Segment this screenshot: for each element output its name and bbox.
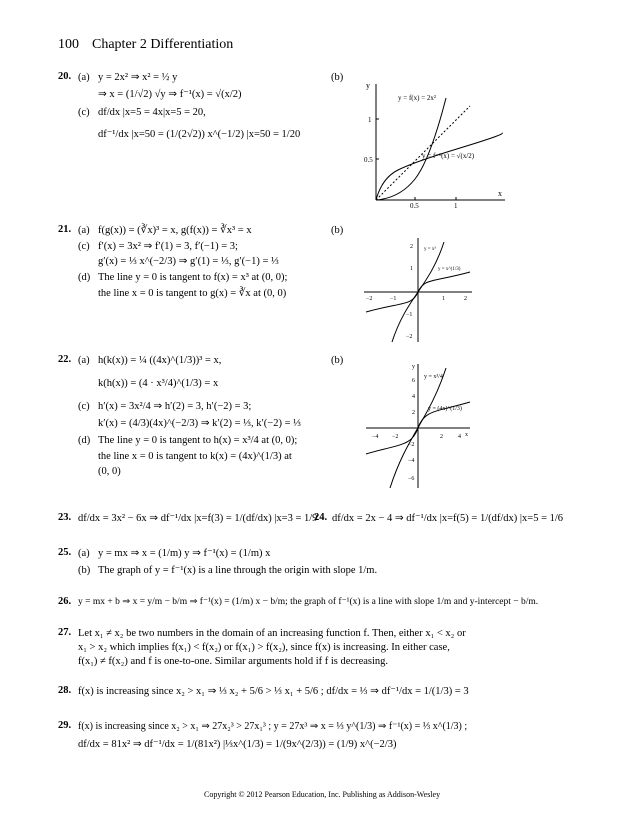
problem-20-line1: y = 2x² ⇒ x² = ½ y xyxy=(98,72,178,83)
copyright-footer: Copyright © 2012 Pearson Education, Inc. Publishing as Addison-Wesley xyxy=(204,790,441,799)
svg-text:4: 4 xyxy=(458,434,461,440)
svg-text:−2: −2 xyxy=(406,334,413,340)
problem-20-graph xyxy=(360,78,510,208)
problem-22-a-label: (a) xyxy=(78,355,90,366)
problem-20-number: 20. xyxy=(58,71,72,82)
problem-20-a-label: (a) xyxy=(78,72,90,83)
svg-text:−1: −1 xyxy=(406,312,413,318)
problem-27-line1: Let x₁ ≠ x₂ be two numbers in the domain of an increasing function f. Then, either x₁ < x₂ or xyxy=(78,628,466,639)
problem-24-text: df/dx = 2x − 4 ⇒ df⁻¹/dx |x=f(5) = 1/(df/dx) |x=5 = 1/6 xyxy=(332,513,564,524)
problem-20-line3: df/dx |x=5 = 4x|x=5 = 20, xyxy=(98,107,206,118)
problem-21-c-label: (c) xyxy=(78,241,90,252)
problem-22-b-label: (b) xyxy=(331,355,344,366)
graph20-y-label: y xyxy=(366,81,370,90)
svg-text:0.5: 0.5 xyxy=(410,202,419,208)
problem-22-line2: k(h(x)) = (4 · x³/4)^(1/3) = x xyxy=(98,378,219,389)
graph22-curve1-label: y = x³/4 xyxy=(424,374,443,380)
svg-text:2: 2 xyxy=(410,244,413,250)
problem-21-graph xyxy=(362,236,474,344)
svg-text:2: 2 xyxy=(464,296,467,302)
problem-25-a-label: (a) xyxy=(78,548,90,559)
graph20-curve1-label: y = f(x) = 2x² xyxy=(398,94,436,102)
graph20-curve2-label: y = f⁻¹(x) = √(x/2) xyxy=(422,152,475,160)
problem-29-number: 29. xyxy=(58,720,72,731)
problem-22-graph xyxy=(362,360,472,490)
problem-27-line2: x₁ > x₂ which implies f(x₁) < f(x₂) or f(x₁) > f(x₂), since f(x) is increasing. In either case, xyxy=(78,642,450,653)
problem-21-line3: g′(x) = ⅓ x^(−2/3) ⇒ g′(1) = ⅓, g′(−1) = ⅓ xyxy=(98,256,279,267)
problem-21-line1: f(g(x)) = (∛x)³ = x, g(f(x)) = ∛x³ = x xyxy=(98,225,252,236)
problem-21-number: 21. xyxy=(58,224,72,235)
problem-29-line1: f(x) is increasing since x₂ > x₁ ⇒ 27x₂³ > 27x₁³ ; y = 27x³ ⇒ x = ⅓ y^(1/3) ⇒ f⁻¹(x) = ⅓ x^(1/3) ; xyxy=(78,721,468,732)
problem-20-line4: df⁻¹/dx |x=50 = (1/(2√2)) x^(−1/2) |x=50 = 1/20 xyxy=(98,129,301,140)
svg-text:−1: −1 xyxy=(390,296,397,302)
graph22-x-label: x xyxy=(465,432,468,438)
problem-26-line1: y = mx + b ⇒ x = y/m − b/m ⇒ f⁻¹(x) = (1/m) x − b/m; the graph of f⁻¹(x) is a line with slope 1/m and y-intercept − b/m. xyxy=(78,597,539,607)
problem-22-number: 22. xyxy=(58,354,72,365)
svg-text:−2: −2 xyxy=(366,296,373,302)
problem-28-line1: f(x) is increasing since x₂ > x₁ ⇒ ⅓ x₂ + 5/6 > ⅓ x₁ + 5/6 ; df/dx = ⅓ ⇒ df⁻¹/dx = 1/(1/3) = 3 xyxy=(78,686,469,697)
problem-23-text: df/dx = 3x² − 6x ⇒ df⁻¹/dx |x=f(3) = 1/(df/dx) |x=3 = 1/9 xyxy=(78,513,318,524)
curve-f xyxy=(376,98,446,200)
svg-text:2: 2 xyxy=(440,434,443,440)
problem-22-d-label: (d) xyxy=(78,435,91,446)
svg-text:6: 6 xyxy=(412,378,415,384)
svg-text:−2: −2 xyxy=(408,442,415,448)
graph21-curve2-label: y = x^(1/3) xyxy=(438,267,461,272)
problem-21-a-label: (a) xyxy=(78,225,90,236)
svg-text:1: 1 xyxy=(410,266,413,272)
problem-21-line5: the line x = 0 is tangent to g(x) = ∛x at (0, 0) xyxy=(98,288,287,299)
problem-22-line1: h(k(x)) = ¼ ((4x)^(1/3))³ = x, xyxy=(98,355,222,366)
graph22-curve2-label: y = (4x)^(1/3) xyxy=(428,406,462,412)
problem-25-number: 25. xyxy=(58,547,72,558)
svg-text:1: 1 xyxy=(368,116,372,124)
graph21-curve1-label: y = x³ xyxy=(424,247,436,252)
problem-28-number: 28. xyxy=(58,685,72,696)
svg-text:−4: −4 xyxy=(408,458,415,464)
problem-22-line6: the line x = 0 is tangent to k(x) = (4x)^(1/3) at xyxy=(98,451,292,462)
problem-21-b-label: (b) xyxy=(331,225,344,236)
problem-27-number: 27. xyxy=(58,627,72,638)
problem-25-line1: y = mx ⇒ x = (1/m) y ⇒ f⁻¹(x) = (1/m) x xyxy=(98,548,271,559)
problem-25-b-label: (b) xyxy=(78,565,91,576)
problem-20-c-label: (c) xyxy=(78,107,90,118)
problem-20-line2: ⇒ x = (1/√2) √y ⇒ f⁻¹(x) = √(x/2) xyxy=(98,89,242,100)
problem-26-number: 26. xyxy=(58,596,72,607)
problem-27-line3: f(x₁) ≠ f(x₂) and f is one-to-one. Similar arguments hold if f is decreasing. xyxy=(78,656,389,667)
problem-22-c-label: (c) xyxy=(78,401,90,412)
svg-text:4: 4 xyxy=(412,394,415,400)
svg-text:1: 1 xyxy=(454,202,458,208)
problem-21-line2: f′(x) = 3x² ⇒ f′(1) = 3, f′(−1) = 3; xyxy=(98,241,238,252)
problem-21-d-label: (d) xyxy=(78,272,91,283)
graph20-x-label: x xyxy=(498,189,502,198)
graph22-y-label: y xyxy=(412,364,415,370)
svg-text:1: 1 xyxy=(442,296,445,302)
problem-22-line4: k′(x) = (4/3)(4x)^(−2/3) ⇒ k′(2) = ⅓, k′(−2) = ⅓ xyxy=(98,418,302,429)
problem-22-line3: h′(x) = 3x²/4 ⇒ h′(2) = 3, h′(−2) = 3; xyxy=(98,401,252,412)
problem-22-line5: The line y = 0 is tangent to h(x) = x³/4 at (0, 0); xyxy=(98,435,298,446)
svg-text:−4: −4 xyxy=(372,434,379,440)
page-number: 100 xyxy=(58,37,79,52)
problem-20-b-label: (b) xyxy=(331,72,344,83)
svg-text:−2: −2 xyxy=(392,434,399,440)
problem-22-line7: (0, 0) xyxy=(98,466,121,477)
svg-text:2: 2 xyxy=(412,410,415,416)
svg-text:0.5: 0.5 xyxy=(364,156,373,164)
problem-23-number: 23. xyxy=(58,512,72,523)
problem-29-line2: df/dx = 81x² ⇒ df⁻¹/dx = 1/(81x²) |⅓x^(1/3) = 1/(9x^(2/3)) = (1/9) x^(−2/3) xyxy=(78,739,397,750)
problem-25-line2: The graph of y = f⁻¹(x) is a line through the origin with slope 1/m. xyxy=(98,565,378,576)
svg-text:−6: −6 xyxy=(408,476,415,482)
chapter-title: Chapter 2 Differentiation xyxy=(92,37,234,52)
curve-f-inverse xyxy=(376,133,502,200)
problem-24-number: 24. xyxy=(314,512,328,523)
problem-21-line4: The line y = 0 is tangent to f(x) = x³ at (0, 0); xyxy=(98,272,288,283)
